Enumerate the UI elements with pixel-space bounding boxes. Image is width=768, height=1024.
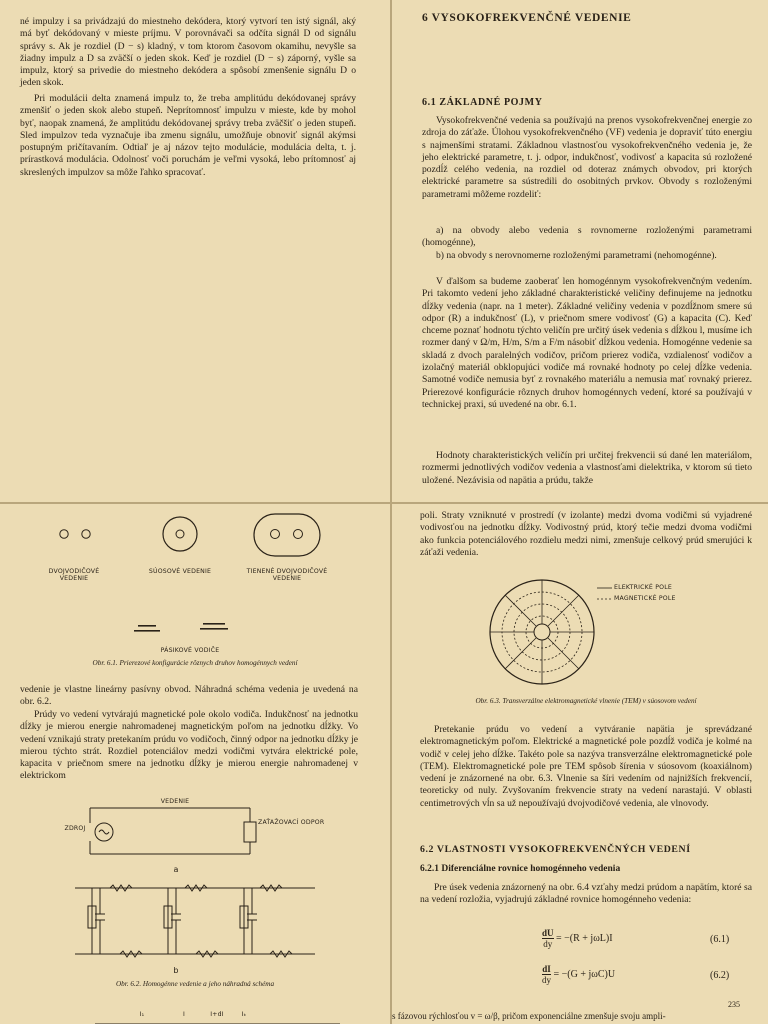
figure-6-3	[392, 572, 768, 702]
page-bottom-right	[392, 504, 768, 1024]
subsection-heading: 6.2.1 Diferenciálne rovnice homogénneho vedenia	[420, 864, 621, 874]
equation-6-1	[542, 928, 613, 949]
label-a: a	[173, 865, 179, 874]
label-current-ik: Iₖ	[241, 1011, 247, 1018]
figure-caption: Obr. 6.1. Prierezové konfigurácie rôznych druhov homogénnych vedení	[92, 659, 298, 667]
paragraph: poli. Straty vzniknuté v prostredí (v izolante) medzi dvoma vodičmi sú vyjadrené vodivosťou na jednotku dĺžky. Vodivostný prúd, ktorý tečie medzi dvoma vodičmi ako funkcia potenciálového rozdielu medzi nimi, zmenšuje celkový prúd smerujúci k záťaži vedenia.	[420, 510, 752, 558]
page-divider-vertical	[390, 0, 392, 1024]
legend-magnetic-field: MAGNETICKÉ POLE	[614, 595, 676, 602]
eq2-numerator: dI	[542, 964, 551, 974]
paragraph: Vysokofrekvenčné vedenia sa používajú na prenos vysokofrekvenčnej energie zo zdroja do záťaže. Úlohou vysokofrekvenčného (VF) vedenia je dopraviť túto energiu s najmenšími stratami. Základnou vlastnosťou vysokofrekvenčného vedenia je, že jeho elektrické parametre, t. j. odpor, indukčnosť, vodivosť a kapacita sú rozložené pozdĺž celého vedenia, na rozdiel od doteraz známych obvodov, pri ktorých elektrické parametre sa sústredili do osobitných prvkov. Obvody s rozloženými parametrami môžeme rozdeliť:	[422, 115, 752, 200]
label-current-idi: I+dI	[210, 1011, 224, 1018]
equation-6-2	[542, 964, 615, 985]
label-coax-line: SÚOSOVÉ VEDENIE	[148, 568, 212, 575]
figure-6-2	[0, 794, 390, 994]
label-line: VEDENIE	[160, 798, 190, 805]
section-heading: 6.2 VLASTNOSTI VYSOKOFREKVENČNÝCH VEDENÍ	[420, 844, 691, 855]
section-heading: 6.1 ZÁKLADNÉ POJMY	[422, 97, 543, 108]
paragraph: Prúdy vo vedení vytvárajú magnetické pole okolo vodiča. Indukčnosť na jednotku dĺžky je mierou energie nahromadenej magnetickým poľom na jednotku dĺžky. Vo vedení vznikajú straty pretekaním prúdu vo vodičoch, činný odpor na jednotku dĺžky je mierou týchto strát. Rozdiel potenciálov medzi vodičmi vytvára elektrické pole, kapacita v priečnom smere na jednotku dĺžky je mierou energie nahromadenej v elektrickom	[20, 709, 358, 782]
paragraph: b) na obvody s nerovnomerne rozloženými parametrami (nehomogénne).	[436, 250, 717, 261]
figure-caption: Obr. 6.2. Homogénne vedenie a jeho náhradná schéma	[115, 980, 275, 988]
paragraph: Pri modulácii delta znamená impulz to, že treba amplitúdu dekódovanej správy zmenšiť o jeden skok alebo stupeň. Neprítomnosť impulzu v mieste, kde by mohol byť, naopak znamená, že amplitúdu dekódovanej správy treba zväčšiť o jeden stupeň. Sled impulzov teda vyznačuje iba zmenu signálu, umožňuje obnoviť signál akýmsi postupným pričítavaním. Odtiaľ je aj názov tejto modulácie, modulácia delta, t. j. prírastková modulácia. Odolnosť voči poruchám je veľmi vysoká, lebo prítomnosť aj skreslených impulzov sa môže ľahko spracovať.	[20, 93, 356, 178]
page-top-left	[0, 0, 390, 502]
label-b: b	[173, 966, 179, 975]
equation-tag: (6.1)	[710, 934, 730, 945]
chapter-title: 6 VYSOKOFREKVENČNÉ VEDENIE	[422, 12, 632, 24]
page-number: 235	[728, 1000, 740, 1009]
label-current-i1: I₁	[139, 1011, 145, 1018]
page-divider-horizontal	[0, 502, 768, 504]
figure-caption: Obr. 6.3. Transverzálne elektromagnetické vlnenie (TEM) v súosovom vedení	[475, 697, 697, 705]
label-twin-line: DVOJVODIČOVÉ VEDENIE	[48, 568, 100, 582]
label-load: ZAŤAŽOVACÍ ODPOR	[258, 819, 325, 826]
label-strip-line: PÁSIKOVÉ VODIČE	[160, 647, 220, 654]
paragraph: a) na obvody alebo vedenia s rovnomerne rozloženými parametrami (homogénne),	[422, 225, 752, 249]
eq1-denominator: dy	[543, 939, 553, 949]
figure-6-4-fragment	[0, 1014, 390, 1024]
paragraph: vedenie je vlastne lineárny pasívny obvod. Náhradná schéma vedenia je uvedená na obr. 6.2.	[20, 684, 358, 708]
eq2-rhs: = −(G + jωC)U	[553, 969, 616, 980]
equation-tag: (6.2)	[710, 970, 730, 981]
paragraph: né impulzy i sa privádzajú do miestneho dekódera, ktorý vytvorí ten istý signál, aký má byť dekódovaný v mieste príjmu. V porovnávači sa odčíta signál D od signálu správy s. Ak je rozdiel (D − s) kladný, v tom ktorom časovom okamihu, nevyšle sa žiadny impulz a D sa zväčší o jeden skok. Keď je rozdiel (D − s) záporný, vyšle sa impulz, ktorý sa privedie do miestneho dekódera a spôsobí zmenšenie signálu D o jeden skok.	[20, 16, 356, 89]
label-current-i: I	[182, 1011, 186, 1018]
paragraph-fragment: s fázovou rýchlosťou v = ω/β, pričom exponenciálne zmenšuje svoju ampli-	[392, 1011, 666, 1021]
eq1-rhs: = −(R + jωL)I	[556, 933, 613, 944]
legend-electric-field: ELEKTRICKÉ POLE	[614, 584, 672, 591]
page-top-right	[392, 0, 768, 502]
paragraph: V ďalšom sa budeme zaoberať len homogénnym vysokofrekvenčným vedením. Pri takomto vedení jeho základné charakteristické veličiny definujeme na jednotku dĺžky vedenia (napr. na 1 meter). Základné veličiny vedenia v pozdĺžnom smere sú odpor (R) a indukčnosť (L), v priečnom smere vodivosť (G) a kapacita (C). Keď chceme poznať hodnotu týchto veličín pre určitý úsek vedenia s dĺžkou l, musíme ich rozmer daný v Ω/m, H/m, S/m a F/m násobiť dĺžkou vedenia. Homogénne vedenie sa skladá z dvoch paralelných vodičov, pričom prierez vodiča, vzdialenosť vodičov a izolačný materiál obklopujúci vodiče má rovnaké hodnoty po celej dĺžke vedenia. Samotné vodiče nemusia byť z rovnakého materiálu a nemusia mať rovnaký prierez. Prierezové konfigurácie rôznych druhov homogénnych vedení, ktoré sa používajú v technickej praxi, sú uvedené na obr. 6.1.	[422, 276, 752, 410]
label-shielded-line: TIENENÉ DVOJVODIČOVÉ VEDENIE	[246, 568, 328, 582]
paragraph: Pretekanie prúdu vo vedení a vytváranie napätia je sprevádzané elektromagnetickým poľom. Elektrické a magnetické pole pozdĺž vodiča je kolmé na vodič v celej jeho dĺžke. Takéto pole sa nazýva transverzálne elektromagnetické pole (TEM). Elektromagnetické pole pre TEM spôsob šírenia v súosovom (koaxiálnom) vedení je znázornené na obr. 6.3. Vlnenie sa šíri vedením od najnižších frekvencií, teoreticky od nuly. Zvyšovaním frekvencie straty na vedení narastajú. V oblasti centimetrových vĺn sa už nepoužívajú dvojvodičové vedenia, ale vlnovody.	[420, 724, 752, 809]
paragraph: Hodnoty charakteristických veličín pri určitej frekvencii sú dané len materiálom, rozmermi jednotlivých vodičov vedenia a vlastnosťami dielektrika, v ktorom sú tieto uložené. Nezávisia od napätia a prúdu, takže	[422, 450, 752, 486]
eq1-numerator: dU	[542, 928, 554, 938]
page-bottom-left	[0, 504, 390, 1024]
paragraph: Pre úsek vedenia znázornený na obr. 6.4 vzťahy medzi prúdom a napätím, ktoré sa na vedení rozložia, vyjadrujú základné rovnice homogénneho vedenia:	[420, 882, 752, 906]
label-source: ZDROJ	[64, 825, 86, 832]
eq2-denominator: dy	[542, 975, 551, 985]
